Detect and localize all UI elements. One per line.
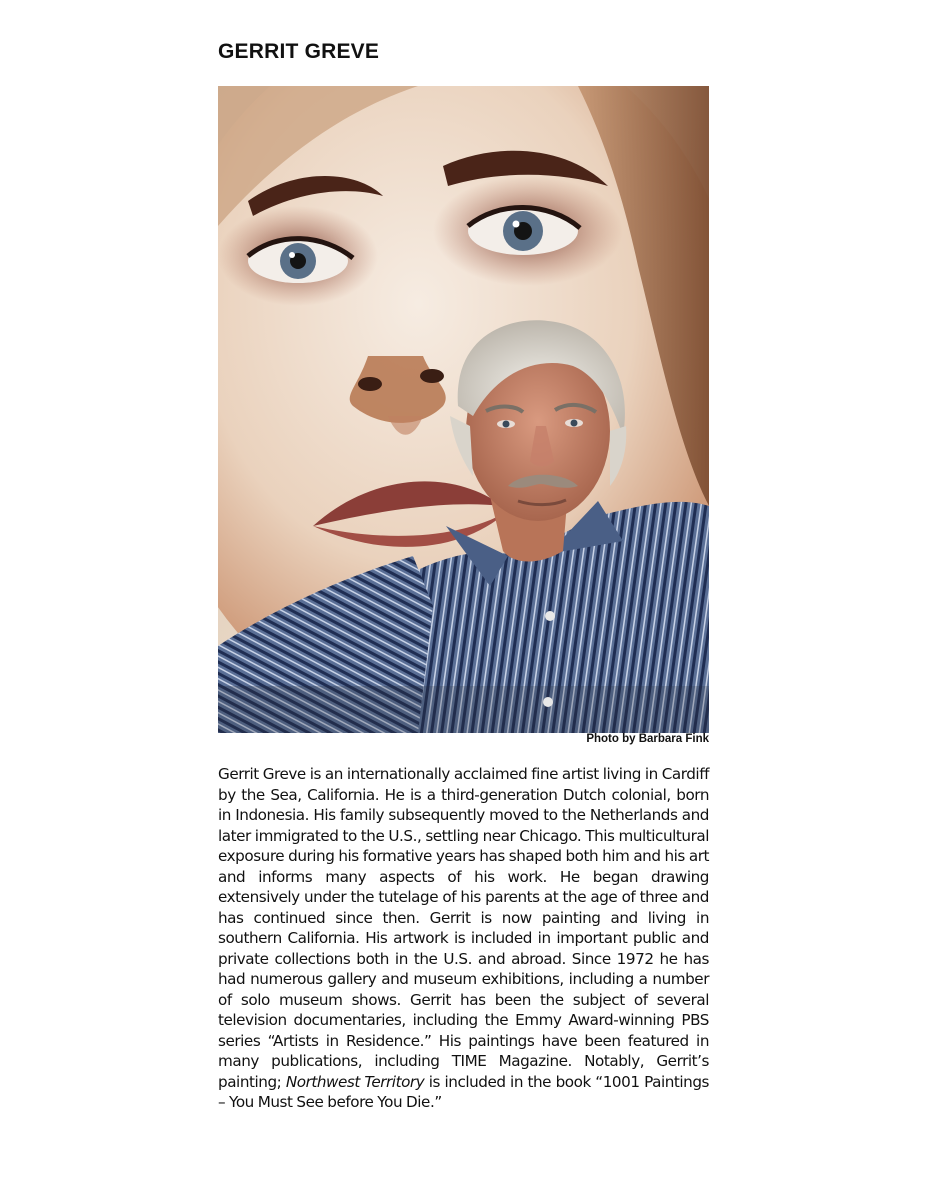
page-title: GERRIT GREVE — [218, 40, 380, 63]
bio-text-2: is included in the book “ — [424, 1072, 603, 1091]
bio-paragraph — [218, 764, 709, 1113]
artist-name: Gerrit Greve — [218, 765, 306, 783]
bio-text-3: .” — [429, 1093, 442, 1111]
photo-credit: Photo by Barbara Fink — [586, 733, 709, 745]
artist-photo — [218, 86, 709, 733]
book-title: 1001 Paintings – You Must See before You Die — [218, 1072, 709, 1111]
bio-text-1: is an internationally acclaimed fine artist living in Cardiff by the Sea, California. He is a third-generation Dutch colonial, born in Indonesia. His family subsequently moved to the Netherlands and later immigrated to the U.S., settling near Chicago. This multicultural exposure during his formative years has shaped both him and his art and informs many aspects of his work. He began drawing extensively under the tutelage of his parents at the age of three and has continued since then. Gerrit is now painting and living in southern California. His artwork is included in important public and private collections both in the U.S. and abroad. Since 1972 he has had numerous gallery and museum exhibitions, including a number of solo museum shows. Gerrit has been the subject of several television documentaries, including the Emmy Award-winning PBS series “Artists in Residence.” His paintings have been featured in many publications, including TIME Magazine. Notably, Gerrit’s painting; — [218, 765, 709, 1091]
painting-title: Northwest Territory — [285, 1072, 425, 1091]
